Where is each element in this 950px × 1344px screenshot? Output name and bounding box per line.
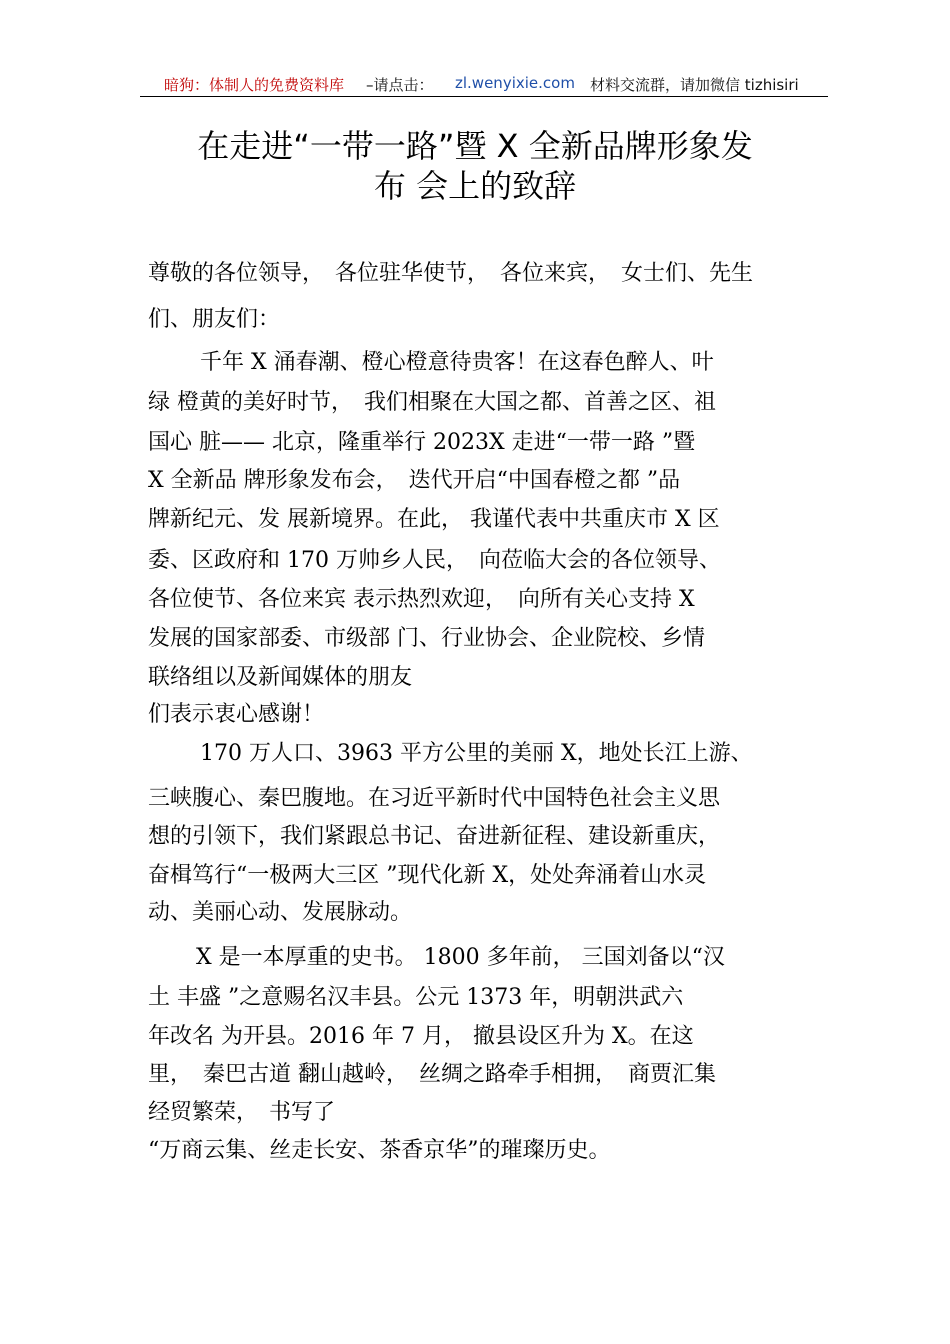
paragraph-line: X 是一本厚重的史书。 1800 多年前， 三国刘备以“汉 — [196, 945, 725, 970]
paragraph-line: 联络组以及新闻媒体的朋友 — [148, 665, 413, 690]
document-title — [100, 126, 850, 206]
paragraph-line: 经贸繁荣， 书写了 — [148, 1100, 336, 1125]
paragraph-line: 们表示衷心感谢！ — [148, 702, 325, 727]
paragraph-line: 各位使节、各位来宾 表示热烈欢迎， 向所有关心支持 X — [148, 587, 695, 612]
paragraph-line: X 全新品 牌形象发布会， 迭代开启“中国春橙之都 ”品 — [148, 468, 681, 493]
paragraph-line: 国心 脏—— 北京，隆重举行 2023X 走进“一带一路 ”暨 — [148, 430, 696, 455]
header-source-label: 暗狗：体制人的免费资料库 — [164, 76, 345, 94]
paragraph-line: 千年 X 涌春潮、橙心橙意待贵客！在这春色醉人、叶 — [200, 350, 714, 375]
header-contact: 材料交流群，请加微信 tizhisiri — [590, 76, 799, 94]
paragraph-line: 动、美丽心动、发展脉动。 — [148, 900, 413, 925]
title-line-1: 在走进“一带一路”暨 X 全新品牌形象发 — [197, 127, 753, 165]
paragraph-line: 170 万人口、3963 平方公里的美丽 X，地处长江上游、 — [200, 741, 753, 766]
salutation-line-2: 们、朋友们： — [148, 307, 281, 332]
title-line-2: 布 会上的致辞 — [373, 167, 577, 205]
header-prompt: –请点击： — [366, 76, 434, 94]
paragraph-line: 想的引领下，我们紧跟总书记、奋进新征程、建设新重庆， — [148, 824, 721, 849]
paragraph-line: 绿 橙黄的美好时节， 我们相聚在大国之都、首善之区、祖 — [148, 390, 716, 415]
paragraph-line: 奋楫笃行“一极两大三区 ”现代化新 X，处处奔涌着山水灵 — [148, 863, 707, 888]
header-link[interactable]: zl.wenyixie.com — [455, 74, 575, 92]
page-header — [140, 70, 828, 97]
paragraph-line: 委、区政府和 170 万帅乡人民， 向莅临大会的各位领导、 — [148, 548, 721, 573]
paragraph-line: 年改名 为开县。2016 年 7 月， 撤县设区升为 X。在这 — [148, 1024, 694, 1049]
paragraph-line: 发展的国家部委、市级部 门、行业协会、企业院校、乡情 — [148, 626, 705, 651]
paragraph-line: 牌新纪元、发 展新境界。在此， 我谨代表中共重庆市 X 区 — [148, 507, 720, 532]
paragraph-line: 三峡腹心、秦巴腹地。在习近平新时代中国特色社会主义思 — [148, 786, 721, 811]
paragraph-line: 里， 秦巴古道 翻山越岭， 丝绸之路牵手相拥， 商贾汇集 — [148, 1062, 716, 1087]
salutation-line-1: 尊敬的各位领导， 各位驻华使节， 各位来宾， 女士们、先生 — [148, 261, 754, 286]
paragraph-line: 土 丰盛 ”之意赐名汉丰县。公元 1373 年，明朝洪武六 — [148, 985, 684, 1010]
paragraph-line: “万商云集、丝走长安、茶香京华”的璀璨历史。 — [148, 1138, 611, 1163]
